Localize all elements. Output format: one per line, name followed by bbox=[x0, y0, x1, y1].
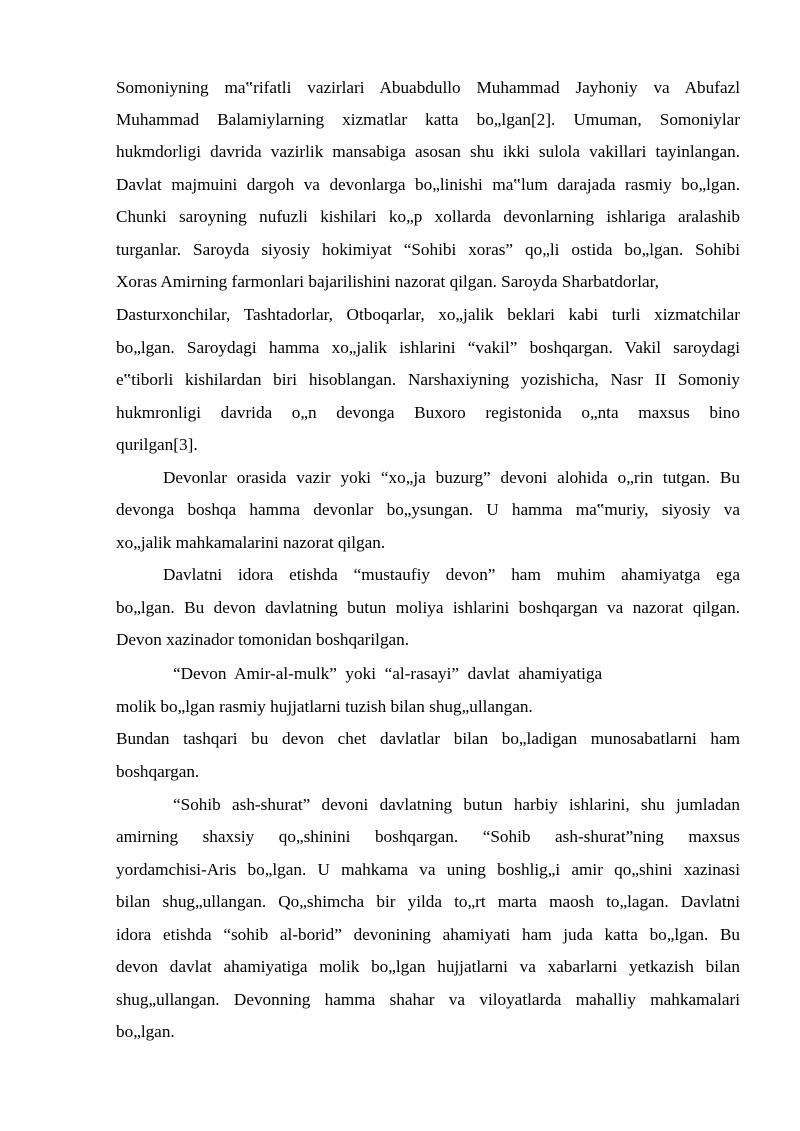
text-line: Muhammad Balamiylarning xizmatlar katta bo„lgan[2]. Umuman, Somoniylar bbox=[116, 110, 740, 129]
text-line: bo„lgan. Saroydagi hamma xo„jalik ishlarini “vakil” boshqargan. Vakil saroydagi bbox=[116, 338, 740, 357]
text-line: Davlat majmuini dargoh va devonlarga bo„linishi ma‟lum darajada rasmiy bo„lgan. bbox=[116, 175, 740, 194]
text-line: bilan shug„ullangan. Qo„shimcha bir yilda to„rt marta maosh to„lagan. Davlatni bbox=[116, 892, 740, 911]
text-line: Chunki saroyning nufuzli kishilari ko„p xollarda devonlarning ishlariga aralashib bbox=[116, 207, 740, 226]
text-line: Davlatni idora etishda “mustaufiy devon” ham muhim ahamiyatga ega bbox=[163, 565, 740, 584]
text-line: “Sohib ash-shurat” devoni davlatning butun harbiy ishlarini, shu jumladan bbox=[173, 795, 740, 814]
text-line: bo„lgan. Bu devon davlatning butun moliya ishlarini boshqargan va nazorat qilgan. bbox=[116, 598, 740, 617]
text-line: “Devon Amir-al-mulk” yoki “al-rasayi” davlat ahamiyatiga bbox=[173, 664, 603, 683]
text-line: Xoras Amirning farmonlari bajarilishini nazorat qilgan. Saroyda Sharbatdorlar, bbox=[116, 272, 659, 291]
text-line: hukmdorligi davrida vazirlik mansabiga asosan shu ikki sulola vakillari tayinlangan. bbox=[116, 142, 740, 161]
text-line: e‟tiborli kishilardan biri hisoblangan. Narshaxiyning yozishicha, Nasr II Somoniy bbox=[116, 370, 740, 389]
text-line: Devon xazinador tomonidan boshqarilgan. bbox=[116, 630, 410, 649]
text-line: idora etishda “sohib al-borid” devonining ahamiyati ham juda katta bo„lgan. Bu bbox=[116, 925, 740, 944]
text-line: qurilgan[3]. bbox=[116, 435, 198, 454]
text-line: Devonlar orasida vazir yoki “xo„ja buzurg” devoni alohida o„rin tutgan. Bu bbox=[163, 468, 740, 487]
text-line: amirning shaxsiy qo„shinini boshqargan. “Sohib ash-shurat”ning maxsus bbox=[116, 827, 740, 846]
text-line: boshqargan. bbox=[116, 762, 200, 781]
text-line: hukmronligi davrida o„n devonga Buxoro registonida o„nta maxsus bino bbox=[116, 403, 740, 422]
text-line: xo„jalik mahkamalarini nazorat qilgan. bbox=[116, 533, 386, 552]
text-line: turganlar. Saroyda siyosiy hokimiyat “Sohibi xoras” qo„li ostida bo„lgan. Sohibi bbox=[116, 240, 740, 259]
text-line: molik bo„lgan rasmiy hujjatlarni tuzish bilan shug„ullangan. bbox=[116, 697, 533, 716]
text-line: shug„ullangan. Devonning hamma shahar va viloyatlarda mahalliy mahkamalari bbox=[116, 990, 740, 1009]
text-line: Dasturxonchilar, Tashtadorlar, Otboqarlar, xo„jalik beklari kabi turli xizmatchilar bbox=[116, 305, 740, 324]
text-line: yordamchisi-Aris bo„lgan. U mahkama va uning boshlig„i amir qo„shini xazinasi bbox=[116, 860, 740, 879]
text-line: devon davlat ahamiyatiga molik bo„lgan hujjatlarni va xabarlarni yetkazish bilan bbox=[116, 957, 740, 976]
text-line: Bundan tashqari bu devon chet davlatlar bilan bo„ladigan munosabatlarni ham bbox=[116, 729, 740, 748]
text-line: Somoniyning ma‟rifatli vazirlari Abuabdullo Muhammad Jayhoniy va Abufazl bbox=[116, 78, 740, 97]
text-line: devonga boshqa hamma devonlar bo„ysungan. U hamma ma‟muriy, siyosiy va bbox=[116, 500, 740, 519]
text-line: bo„lgan. bbox=[116, 1022, 175, 1041]
